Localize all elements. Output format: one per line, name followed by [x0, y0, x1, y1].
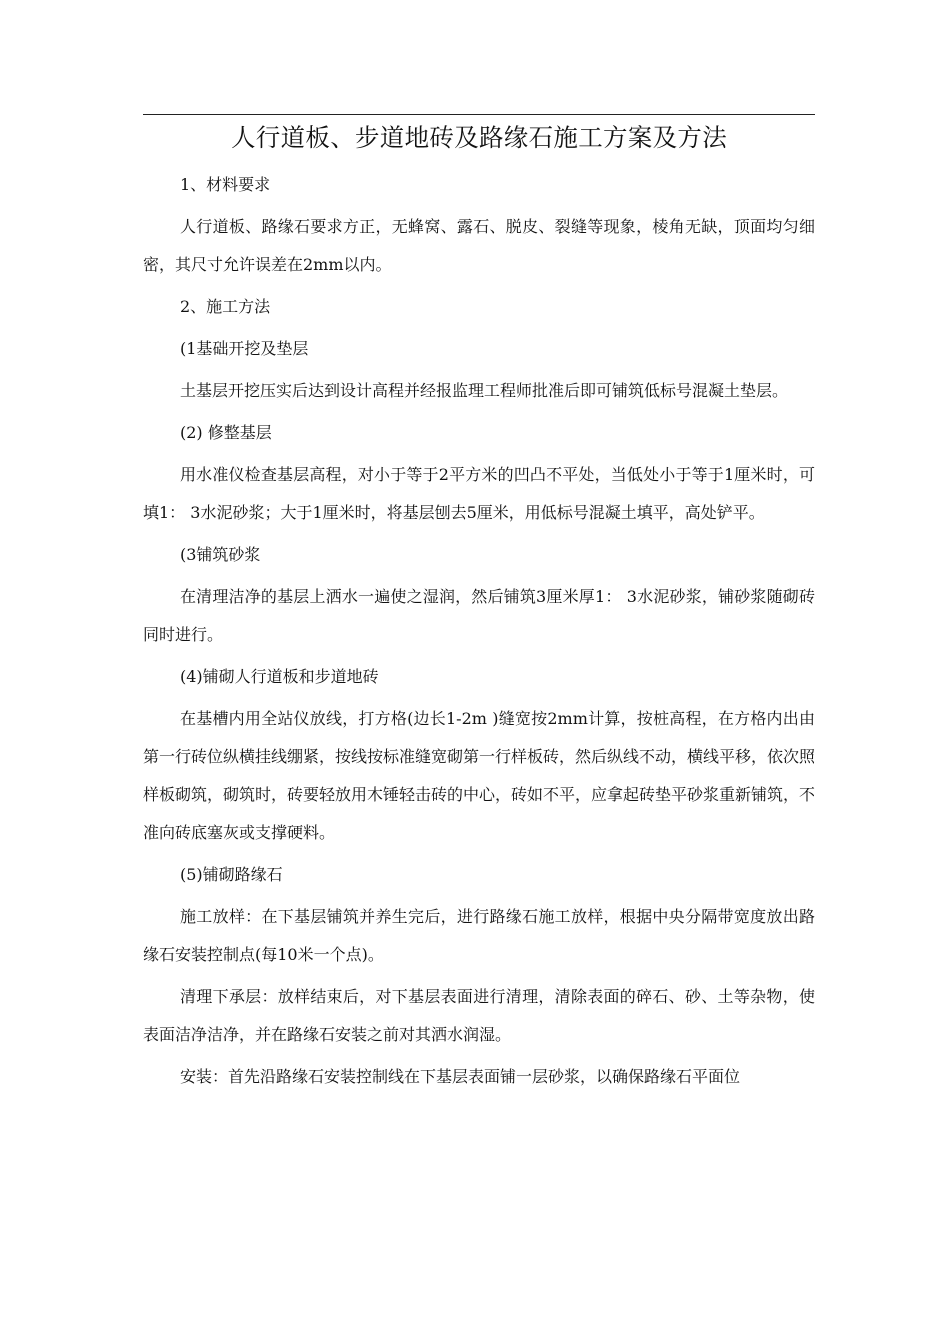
document-title: 人行道板、步道地砖及路缘石施工方案及方法 [231, 123, 727, 152]
paragraph-base-trimming: 用水准仪检查基层高程，对小于等于2平方米的凹凸不平处，当低处小于等于1厘米时，可填1： 3水泥砂浆；大于1厘米时，将基层刨去5厘米，用低标号混凝土填平，高处铲平。 [143, 465, 815, 522]
paragraph-mortar: 在清理洁净的基层上洒水一遍使之湿润，然后铺筑3厘米厚1： 3水泥砂浆，铺砂浆随砌砖同时进行。 [143, 587, 815, 644]
subheading-paving: (4)铺砌人行道板和步道地砖 [180, 667, 379, 686]
document-page [143, 114, 815, 1100]
paragraph-materials: 人行道板、路缘石要求方正，无蜂窝、露石、脱皮、裂缝等现象，棱角无缺，顶面均匀细密，其尺寸允许误差在2mm以内。 [143, 217, 815, 274]
section-heading-materials: 1、材料要求 [180, 175, 271, 194]
paragraph-paving: 在基槽内用全站仪放线，打方格(边长1-2m )缝宽按2mm计算，按桩高程，在方格内出由第一行砖位纵横挂线绷紧，按线按标准缝宽砌第一行样板砖，然后纵线不动，横线平移，依次照样板砌筑，砌筑时，砖要轻放用木锤轻击砖的中心，砖如不平，应拿起砖垫平砂浆重新铺筑，不准向砖底塞灰或支撑硬料。 [143, 709, 816, 842]
header-rule [143, 114, 815, 115]
document-body [143, 166, 815, 1096]
paragraph-installation: 安装：首先沿路缘石安装控制线在下基层表面铺一层砂浆，以确保路缘石平面位 [180, 1067, 741, 1086]
paragraph-cleaning: 清理下承层：放样结束后，对下基层表面进行清理，清除表面的碎石、砂、土等杂物，使表面洁净洁净，并在路缘石安装之前对其洒水润湿。 [143, 987, 815, 1044]
section-heading-methods: 2、施工方法 [180, 297, 271, 316]
paragraph-excavation: 土基层开挖压实后达到设计高程并经报监理工程师批准后即可铺筑低标号混凝土垫层。 [180, 381, 789, 400]
paragraph-layout: 施工放样：在下基层铺筑并养生完后，进行路缘石施工放样，根据中央分隔带宽度放出路缘石安装控制点(每10米一个点)。 [143, 907, 815, 964]
subheading-excavation: (1基础开挖及垫层 [180, 339, 309, 358]
subheading-mortar: (3铺筑砂浆 [180, 545, 261, 564]
subheading-curbstone: (5)铺砌路缘石 [180, 865, 283, 884]
subheading-base-trimming: (2) 修整基层 [180, 423, 272, 442]
